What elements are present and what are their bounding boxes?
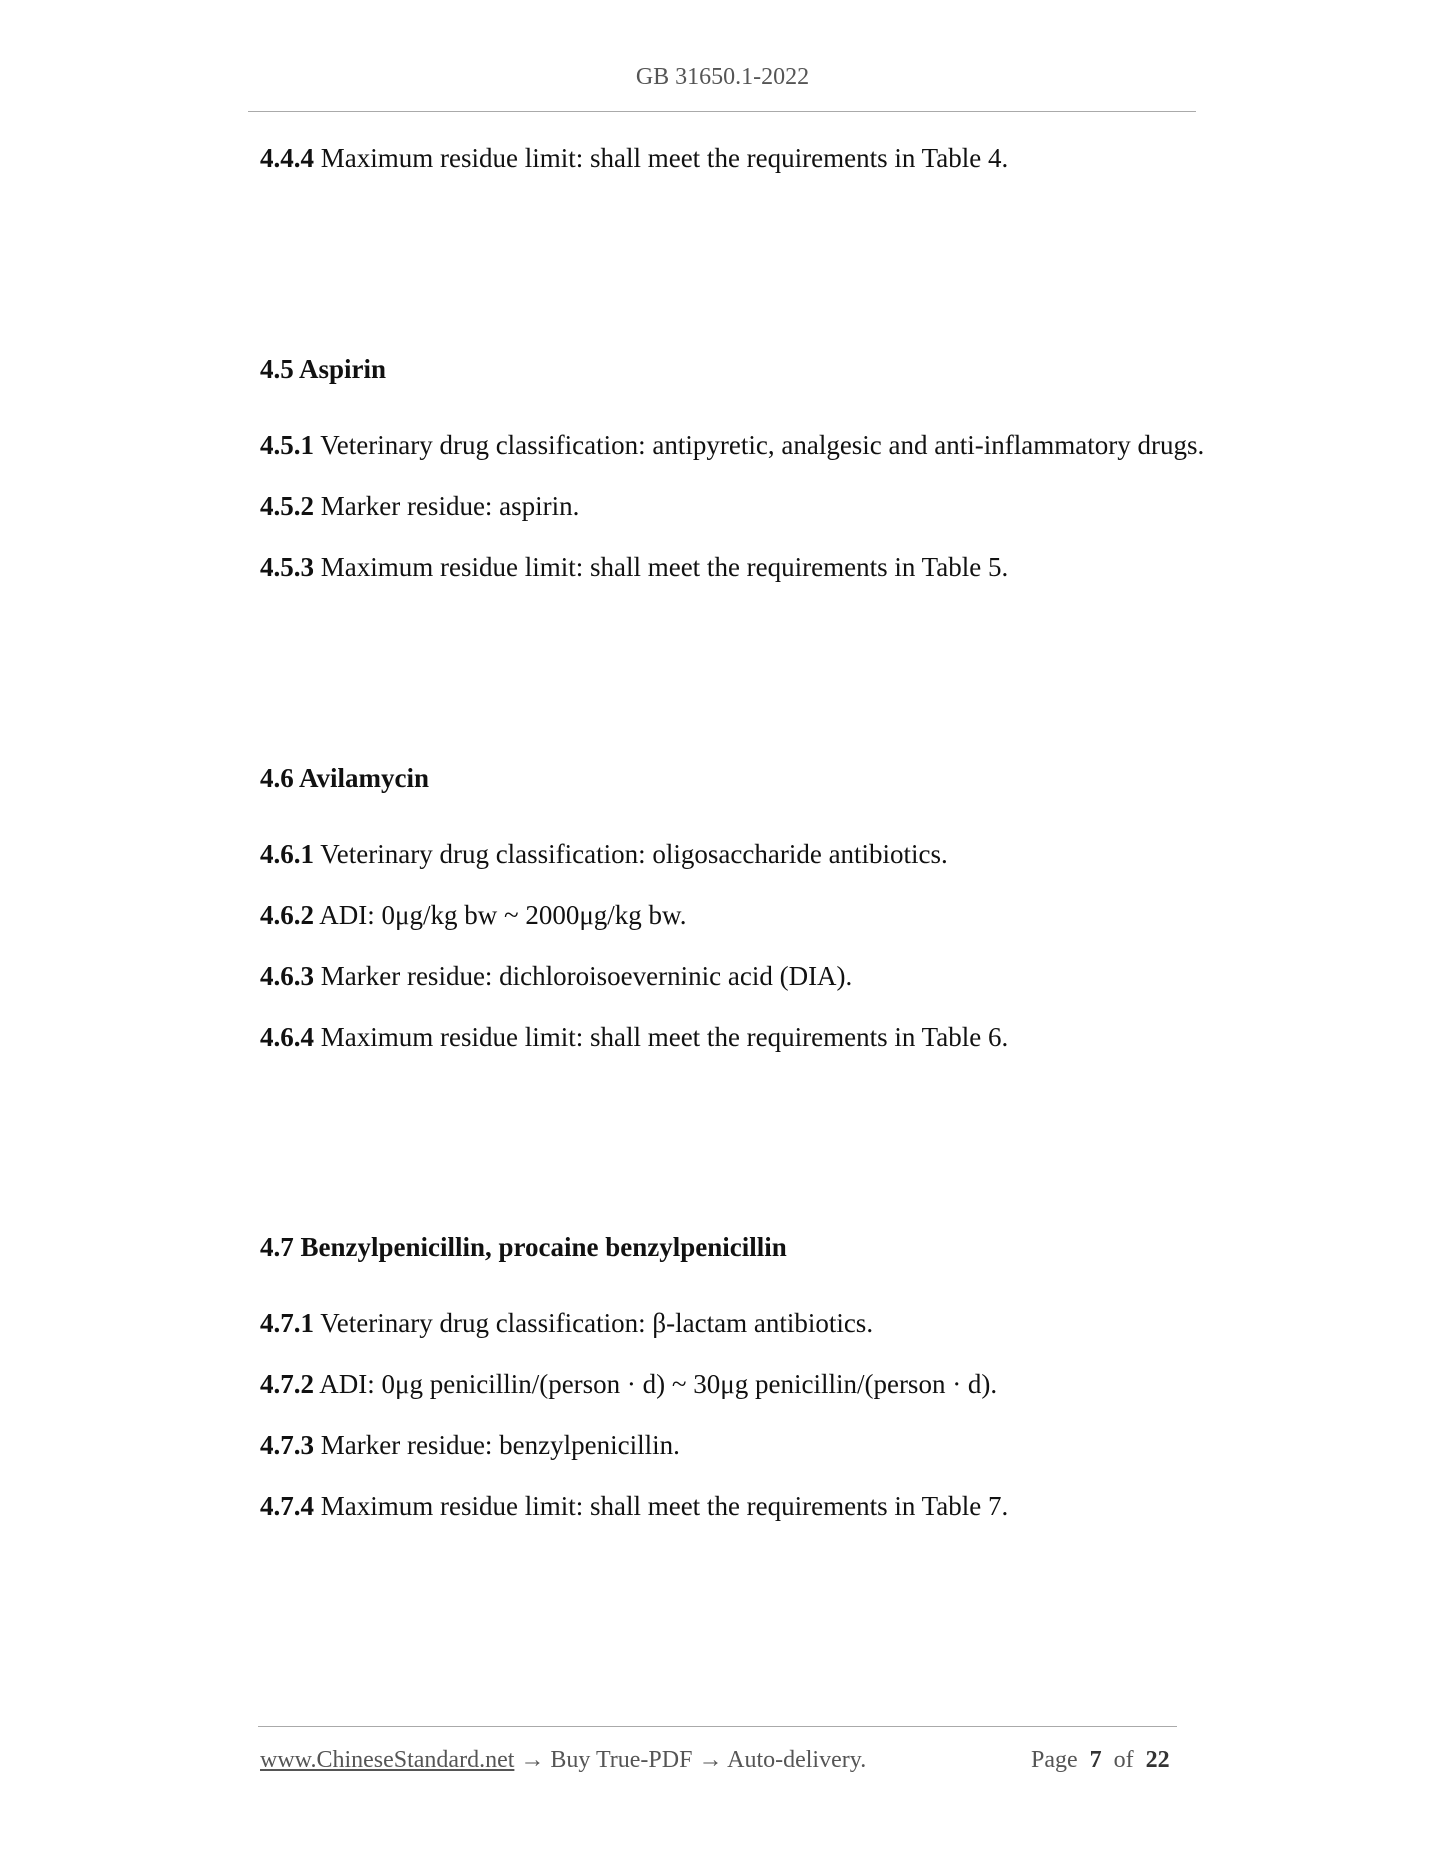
header-divider (248, 111, 1196, 112)
clause-text: Marker residue: benzylpenicillin. (314, 1430, 680, 1460)
clause-4-5-2 (260, 490, 579, 522)
clause-number: 4.6.3 (260, 961, 314, 991)
page-indicator (1031, 1747, 1170, 1774)
clause-number: 4.7.3 (260, 1430, 314, 1460)
clause-text: Marker residue: dichloroisoeverninic acid (DIA). (314, 961, 853, 991)
of-word: of (1113, 1747, 1134, 1773)
clause-text: Maximum residue limit: shall meet the requirements in Table 7. (314, 1491, 1009, 1521)
clause-4-7-4 (260, 1490, 1008, 1522)
footer-promo (260, 1747, 866, 1774)
clause-number: 4.5.1 (260, 430, 314, 460)
clause-text: Veterinary drug classification: oligosaccharide antibiotics. (314, 839, 948, 869)
section-heading-4-5 (260, 353, 386, 385)
clause-text: Veterinary drug classification: β-lactam antibiotics. (314, 1308, 874, 1338)
clause-text: Marker residue: aspirin. (314, 491, 580, 521)
section-heading-4-7 (260, 1231, 787, 1263)
section-title: 4.5 Aspirin (260, 354, 387, 384)
clause-text: Maximum residue limit: shall meet the requirements in Table 4. (314, 143, 1009, 173)
clause-text: Maximum residue limit: shall meet the requirements in Table 6. (314, 1022, 1009, 1052)
clause-number: 4.5.2 (260, 491, 314, 521)
clause-4-6-3 (260, 960, 852, 992)
page-current: 7 (1089, 1747, 1102, 1773)
clause-4-7-2 (260, 1368, 997, 1400)
clause-4-6-2 (260, 899, 687, 931)
clause-text: Maximum residue limit: shall meet the requirements in Table 5. (314, 552, 1009, 582)
clause-4-6-1 (260, 838, 948, 870)
clause-number: 4.4.4 (260, 143, 314, 173)
clause-4-6-4 (260, 1021, 1008, 1053)
clause-text: ADI: 0μg penicillin/(person · d) ~ 30μg penicillin/(person · d). (314, 1369, 998, 1399)
clause-text: ADI: 0μg/kg bw ~ 2000μg/kg bw. (314, 900, 687, 930)
clause-number: 4.7.2 (260, 1369, 314, 1399)
clause-4-7-1 (260, 1307, 873, 1339)
clause-number: 4.7.4 (260, 1491, 314, 1521)
page-header: GB 31650.1-2022 (635, 64, 810, 90)
footer-promo-text: → Buy True-PDF → Auto-delivery. (514, 1747, 867, 1773)
clause-text: Veterinary drug classification: antipyretic, analgesic and anti-inflammatory drugs. (314, 430, 1205, 460)
clause-number: 4.6.1 (260, 839, 314, 869)
page-word: Page (1031, 1747, 1078, 1773)
clause-number: 4.6.2 (260, 900, 314, 930)
clause-4-5-3 (260, 551, 1008, 583)
clause-4-7-3 (260, 1429, 680, 1461)
section-title: 4.6 Avilamycin (260, 763, 430, 793)
clause-number: 4.7.1 (260, 1308, 314, 1338)
page-total: 22 (1145, 1747, 1170, 1773)
clause-number: 4.6.4 (260, 1022, 314, 1052)
clause-4-4-4 (260, 142, 1008, 174)
footer-divider (258, 1726, 1177, 1727)
section-heading-4-6 (260, 762, 429, 794)
section-title: 4.7 Benzylpenicillin, procaine benzylpenicillin (260, 1232, 787, 1262)
website-link[interactable]: www.ChineseStandard.net (260, 1747, 515, 1773)
clause-4-5-1 (260, 429, 1204, 461)
clause-number: 4.5.3 (260, 552, 314, 582)
